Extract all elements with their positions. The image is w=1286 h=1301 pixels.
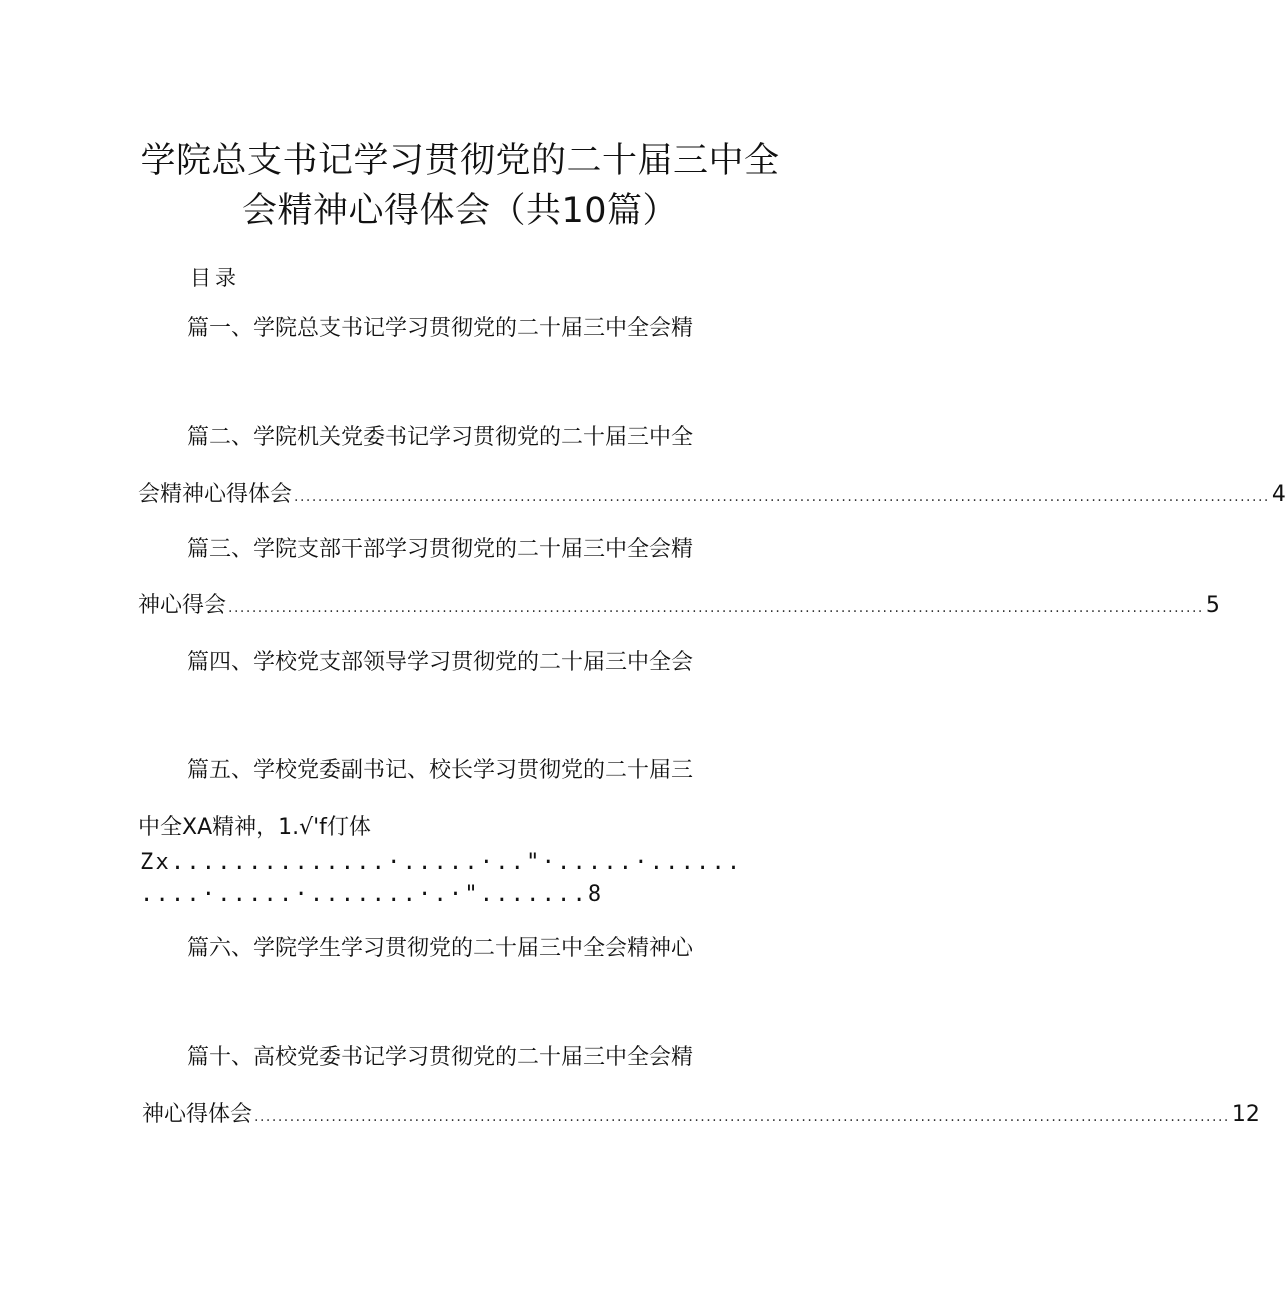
toc-entry-3-text: 神心得会 [138,593,227,618]
toc-entry-7-continuation[interactable] [142,1102,1260,1128]
toc-entry-2-page: 4 [1271,482,1286,507]
dot-leader: .................................................................................................................................................................... [254,1109,1230,1125]
toc-entry-1[interactable]: 篇一、学院总支书记学习贯彻党的二十届三中全会精 [187,316,694,341]
toc-entry-3-page: 5 [1205,593,1220,618]
toc-entry-7-text: 神心得体会 [142,1102,253,1127]
toc-heading: 目录 [190,266,240,290]
document-title-line-1: 学院总支书记学习贯彻党的二十届三中全 [140,141,780,181]
toc-entry-2-continuation[interactable] [138,482,1286,508]
toc-entry-2-text: 会精神心得体会 [138,482,293,507]
toc-entry-3[interactable]: 篇三、学院支部干部学习贯彻党的二十届三中全会精 [187,537,694,562]
toc-entry-7-page: 12 [1231,1102,1260,1127]
toc-entry-2[interactable]: 篇二、学院机关党委书记学习贯彻党的二十届三中全 [187,425,694,450]
toc-entry-4[interactable]: 篇四、学校党支部领导学习贯彻党的二十届三中全会 [187,650,694,675]
toc-entry-5-line-3: Zx..............·.....·.."·.....·...... [140,850,743,875]
toc-entry-6[interactable]: 篇六、学院学生学习贯彻党的二十届三中全会精神心 [187,936,694,961]
document-title-line-2: 会精神心得体会（共10篇） [241,191,679,231]
toc-entry-5[interactable]: 篇五、学校党委副书记、校长学习贯彻党的二十届三 [187,758,694,783]
toc-entry-7[interactable]: 篇十、高校党委书记学习贯彻党的二十届三中全会精 [187,1045,694,1070]
toc-entry-5-line-2: 中全XA精神，1.√'f仃体 [138,815,371,840]
dot-leader: .................................................................................................................................................................... [294,489,1270,505]
dot-leader: .................................................................................................................................................................... [228,600,1204,616]
toc-entry-3-continuation[interactable] [138,593,1220,619]
toc-entry-5-line-4: ....·.....·.......·.·".......8 [140,882,604,907]
